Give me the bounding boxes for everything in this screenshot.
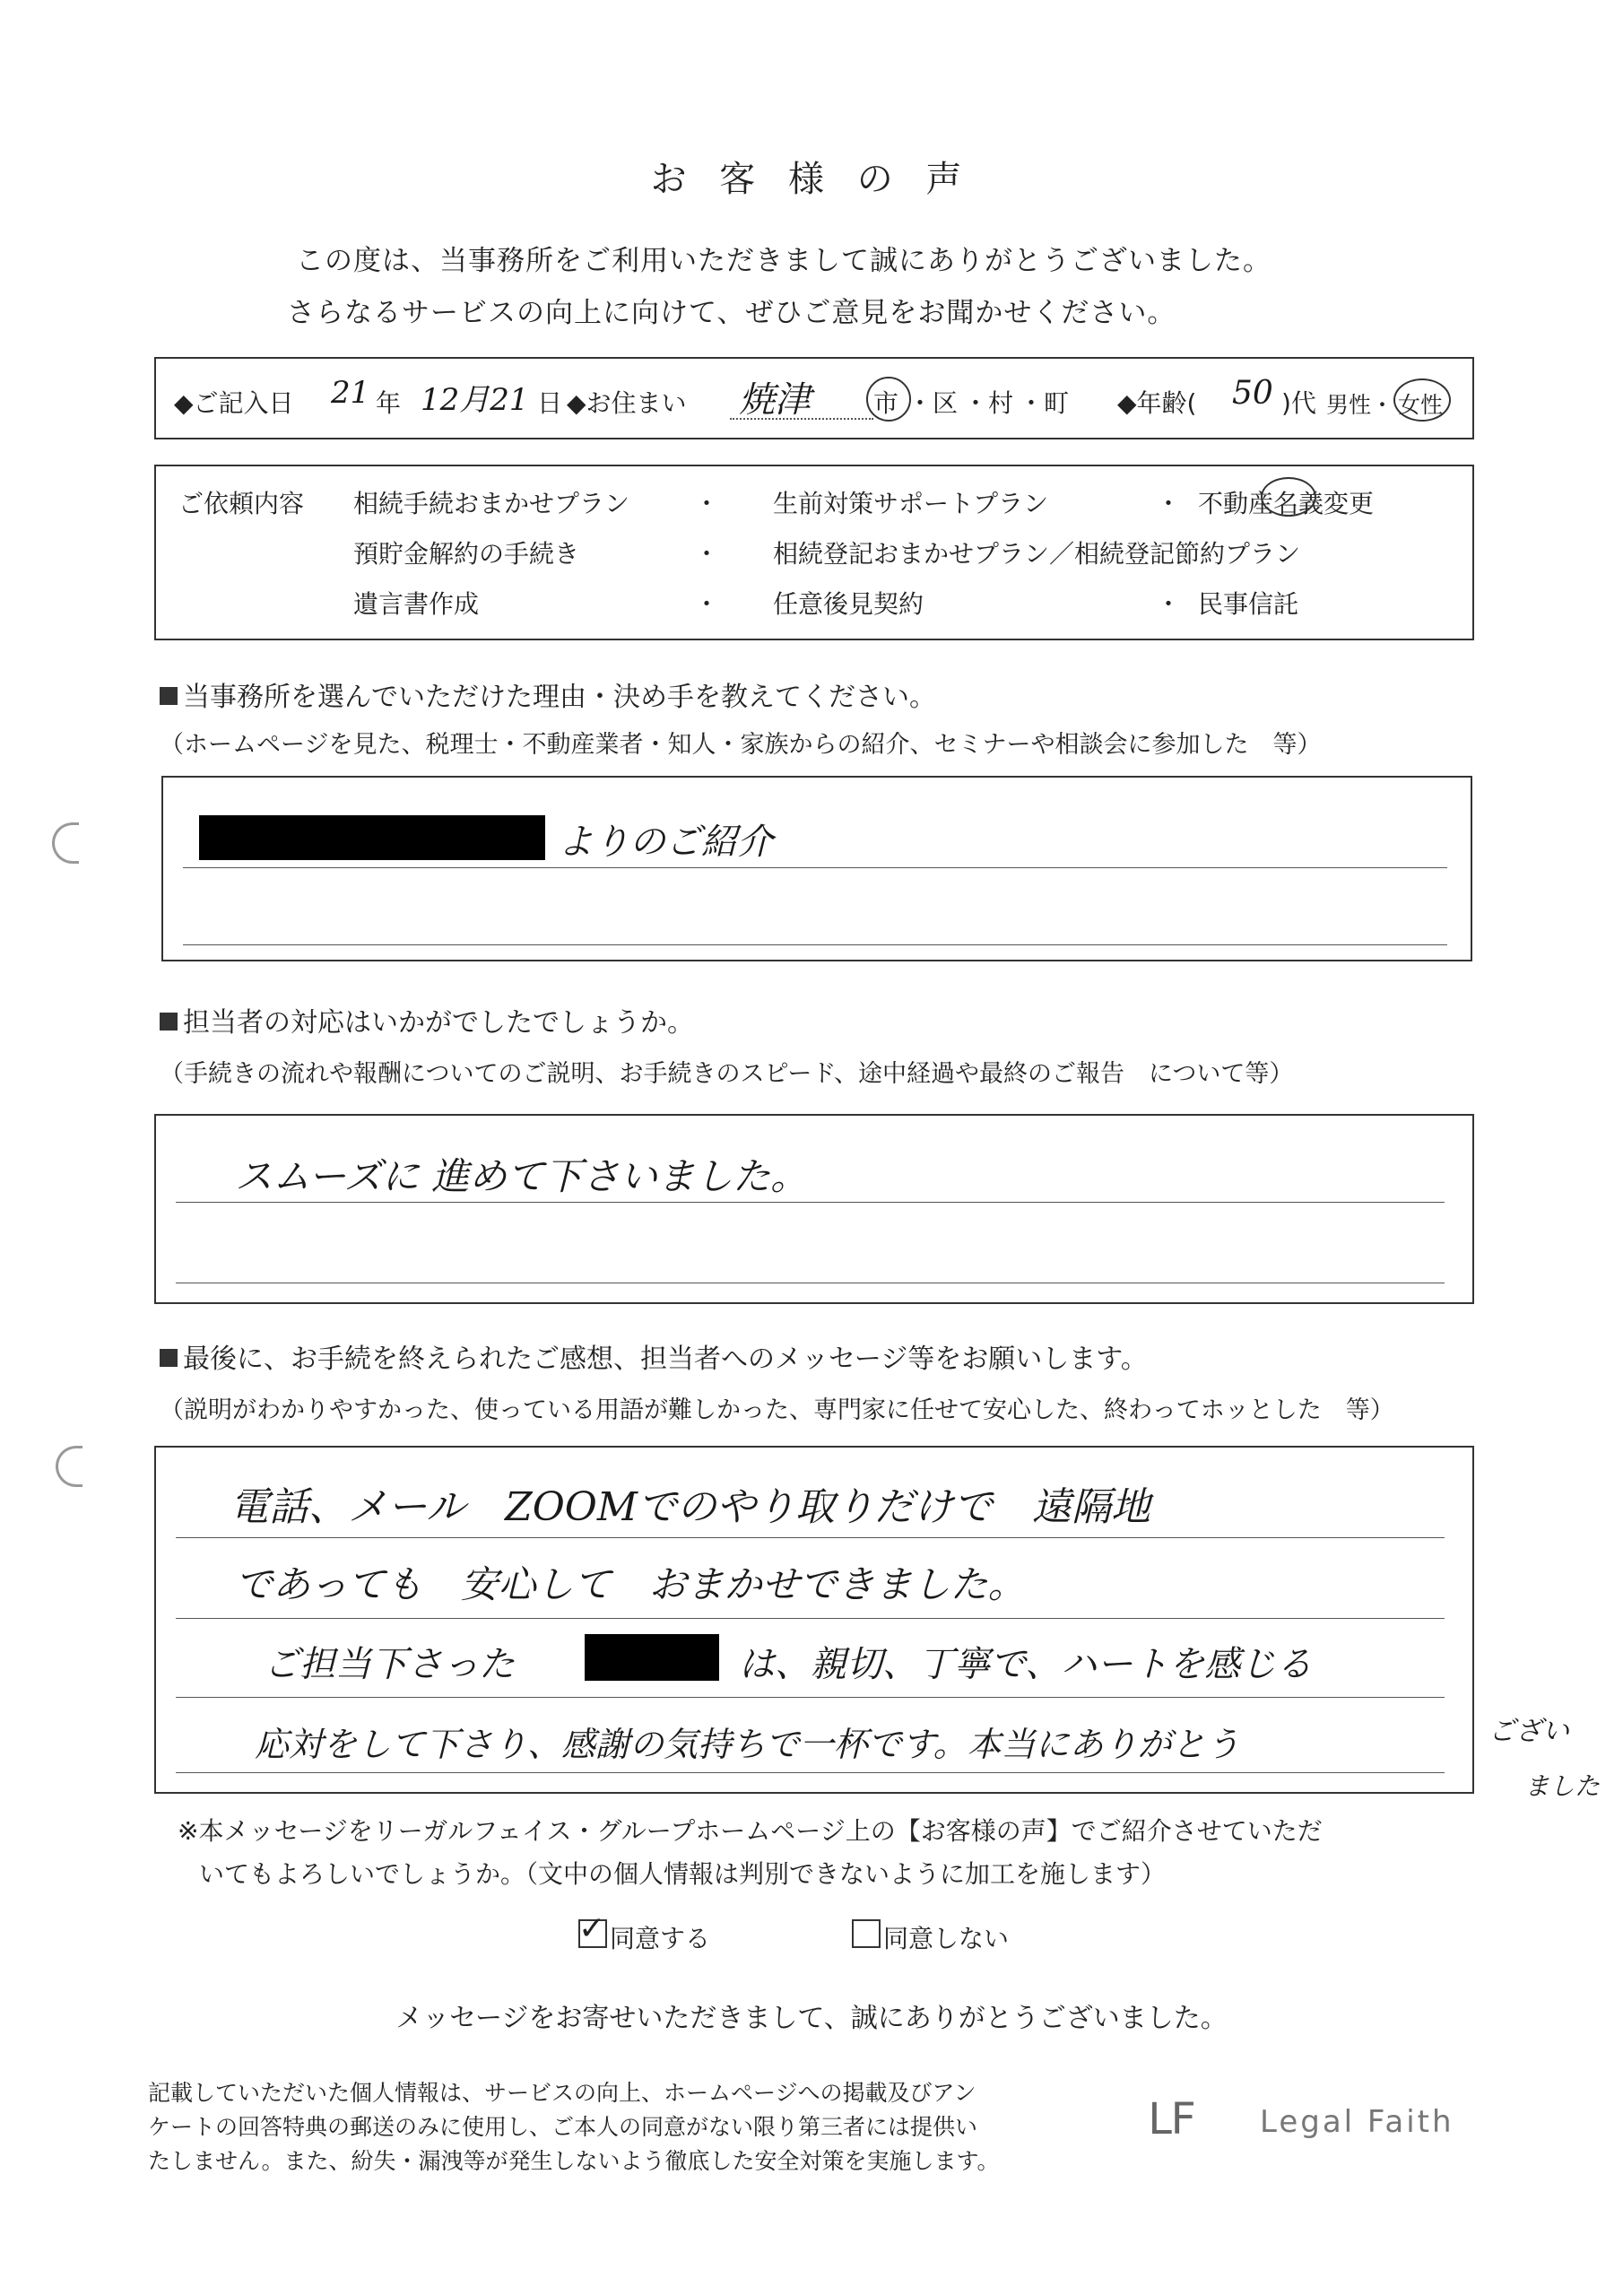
request-item-guardianship: 任意後見契約 [773, 589, 924, 619]
address-label: ◆お住まい [567, 388, 687, 418]
punch-hole-bottom [56, 1446, 82, 1487]
request-item-inheritance-plan: 相続手続おまかせプラン [353, 489, 630, 518]
page-title: お 客 様 の 声 [650, 159, 973, 200]
disagree-label: 同意しない [883, 1924, 1010, 1953]
request-separator: ・ [1156, 489, 1182, 518]
disagree-checkbox[interactable] [852, 1919, 881, 1948]
city-option-ku: ・区 [907, 388, 959, 418]
month-day-value: 12月21 [421, 382, 529, 418]
year-value: 21 [331, 375, 370, 411]
city-option-mura: ・村 [963, 388, 1014, 418]
q3-answer-line-3: は、親切、丁寧で、ハートを感じる [739, 1644, 1313, 1685]
answer-rule [176, 1697, 1445, 1698]
gender-female: 女性 [1398, 392, 1444, 418]
logo-text: Legal Faith [1260, 2104, 1454, 2140]
privacy-line-2: ケートの回答特典の郵送のみに使用し、ご本人の同意がない限り第三者には提供い [148, 2114, 978, 2140]
request-separator: ・ [694, 489, 720, 518]
consent-line-2: いてもよろしいでしょうか。（文中の個人情報は判別できないように加工を施します） [199, 1859, 1167, 1889]
q2-subtext: （手続きの流れや報酬についてのご説明、お手続きのスピード、途中経過や最終のご報告 について等） [160, 1060, 1294, 1088]
year-unit: 年 [376, 388, 402, 418]
q3-heading: 最後に、お手続を終えられたご感想、担当者へのメッセージ等をお願いします。 [160, 1336, 1148, 1376]
request-item-trust: 民事信託 [1198, 589, 1299, 619]
day-unit: 日 [537, 388, 563, 418]
answer-rule [183, 944, 1447, 945]
square-bullet-icon [160, 1349, 178, 1367]
q3-answer-tail-2: ました [1524, 1771, 1601, 1801]
age-unit: )代 [1281, 388, 1316, 418]
date-label: ◆ご記入日 [174, 388, 294, 418]
intro-line-1: この度は、当事務所をご利用いただきまして誠にありがとうございました。 [296, 245, 1271, 277]
answer-rule [183, 867, 1447, 868]
request-separator: ・ [1156, 589, 1182, 619]
answer-rule [176, 1537, 1445, 1538]
privacy-line-3: たしません。また、紛失・漏洩等が発生しないよう徹底した安全対策を実施します。 [148, 2148, 1000, 2174]
request-selection-circle [1261, 477, 1316, 517]
city-option-shi: 市 [873, 388, 899, 418]
q3-answer-line-2: であっても 安心して おまかせできました。 [235, 1562, 1026, 1606]
q3-answer-line-1: 電話、メール ZOOMでのやり取りだけで 遠隔地 [230, 1484, 1150, 1530]
city-value: 焼津 [739, 379, 811, 421]
redacted-staff-name [585, 1634, 719, 1681]
q3-answer-tail-1: ござい [1488, 1716, 1569, 1747]
agree-label: 同意する [610, 1924, 711, 1953]
q3-answer-line-3-prefix: ご担当下さった [264, 1644, 515, 1685]
square-bullet-icon [160, 1013, 178, 1031]
request-label: ご依頼内容 [178, 489, 305, 518]
age-label: ◆年齢( [1117, 388, 1197, 418]
q1-answer-box [161, 776, 1472, 961]
q1-answer: よりのご紹介 [558, 822, 773, 863]
q3-answer-box [154, 1446, 1474, 1794]
logo-mark: LF [1148, 2094, 1193, 2144]
q2-answer: スムーズに 進めて下さいました。 [235, 1154, 809, 1198]
request-item-registration-plan: 相続登記おまかせプラン／相続登記節約プラン [773, 539, 1301, 569]
city-option-machi: ・町 [1019, 388, 1070, 418]
thanks-message: メッセージをお寄せいただきまして、誠にありがとうございました。 [395, 2003, 1228, 2034]
request-item-will: 遺言書作成 [353, 589, 480, 619]
check-mark-icon: ✓ [578, 1910, 606, 1947]
request-separator: ・ [694, 589, 720, 619]
request-item-real-estate: 不動産名義変更 [1198, 489, 1375, 518]
consent-line-1: ※本メッセージをリーガルフェイス・グループホームページ上の【お客様の声】でご紹介させていただ [178, 1816, 1323, 1846]
redacted-name [199, 815, 545, 860]
intro-line-2: さらなるサービスの向上に向けて、ぜひご意見をお聞かせください。 [287, 297, 1176, 329]
q3-answer-line-4: 応対をして下さり、感謝の気持ちで一杯です。本当にありがとう [255, 1725, 1240, 1764]
gender-male: 男性・ [1326, 392, 1394, 418]
answer-rule [176, 1772, 1445, 1773]
square-bullet-icon [160, 687, 178, 705]
agree-checkbox[interactable] [578, 1910, 607, 1948]
request-box [154, 465, 1474, 640]
answer-rule [176, 1202, 1445, 1203]
age-value: 50 [1232, 375, 1273, 412]
info-box [154, 357, 1474, 439]
answer-rule [176, 1618, 1445, 1619]
privacy-notice [148, 2076, 1000, 2179]
q2-heading: 担当者の対応はいかがでしたでしょうか。 [160, 1000, 694, 1039]
request-item-deposit: 預貯金解約の手続き [353, 539, 580, 569]
q3-subtext: （説明がわかりやすかった、使っている用語が難しかった、専門家に任せて安心した、終わってホッとした 等） [160, 1396, 1394, 1424]
q2-answer-box [154, 1114, 1474, 1304]
privacy-line-1: 記載していただいた個人情報は、サービスの向上、ホームページへの掲載及びアン [148, 2080, 976, 2106]
request-separator: ・ [694, 539, 720, 569]
request-item-living-plan: 生前対策サポートプラン [773, 489, 1049, 518]
punch-hole-top [52, 822, 79, 864]
q1-heading: 当事務所を選んでいただけた理由・決め手を教えてください。 [160, 674, 936, 714]
city-underline [730, 418, 873, 420]
q1-subtext: （ホームページを見た、税理士・不動産業者・知人・家族からの紹介、セミナーや相談会に参加した 等） [160, 731, 1322, 759]
